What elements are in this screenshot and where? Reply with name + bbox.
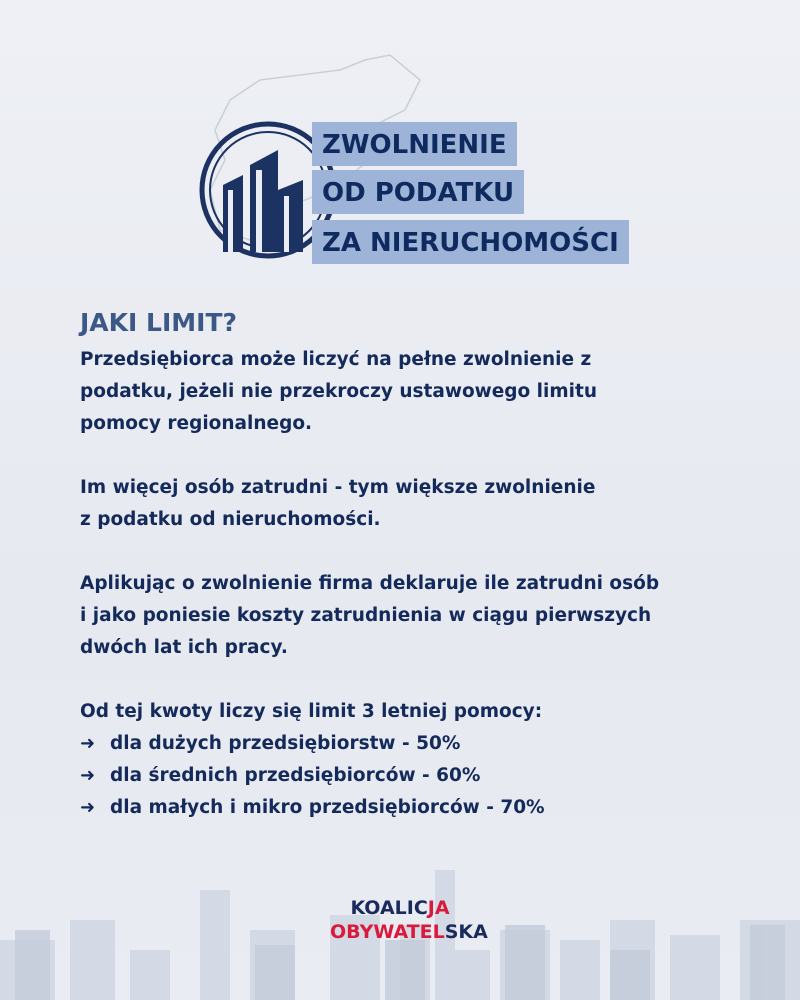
text-line: Aplikując o zwolnienie firma deklaruje ile zatrudni osób — [80, 573, 660, 594]
limit-list — [80, 696, 760, 824]
paragraph-2 — [80, 472, 760, 536]
arrow-right-icon: ➜ — [80, 733, 96, 754]
text-line: Im więcej osób zatrudni - tym większe zwolnienie — [80, 477, 596, 498]
body-text — [80, 344, 760, 824]
text-line: podatku, jeżeli nie przekroczy ustawowego limitu — [80, 381, 597, 402]
text-line: dwóch lat ich pracy. — [80, 637, 288, 658]
list-item — [80, 728, 760, 760]
list-item-text: dla dużych przedsiębiorstw - 50% — [110, 733, 461, 754]
text-line: z podatku od nieruchomości. — [80, 509, 381, 530]
paragraph-3 — [80, 568, 760, 664]
text-line: i jako poniesie koszty zatrudnienia w ciągu pierwszych — [80, 605, 652, 626]
logo-text: KOALIC — [350, 897, 428, 919]
list-item — [80, 792, 760, 824]
title-line-2: OD PODATKU — [312, 170, 524, 214]
list-intro: Od tej kwoty liczy się limit 3 letniej pomocy: — [80, 701, 543, 722]
list-item-text: dla małych i mikro przedsiębiorców - 70% — [110, 797, 545, 818]
arrow-right-icon: ➜ — [80, 797, 96, 818]
logo-text: SKA — [444, 921, 488, 943]
text-line: Przedsiębiorca może liczyć na pełne zwolnienie z — [80, 349, 592, 370]
paragraph-1 — [80, 344, 760, 440]
logo-text: OBYWATEL — [330, 921, 445, 943]
list-item-text: dla średnich przedsiębiorców - 60% — [110, 765, 481, 786]
title-line-3: ZA NIERUCHOMOŚCI — [312, 220, 629, 264]
list-item — [80, 760, 760, 792]
title-line-1: ZWOLNIENIE — [312, 122, 517, 166]
logo-text: JA — [427, 897, 450, 919]
text-line: pomocy regionalnego. — [80, 413, 313, 434]
section-heading: JAKI LIMIT? — [80, 308, 237, 337]
arrow-right-icon: ➜ — [80, 765, 96, 786]
koalicja-obywatelska-logo — [330, 896, 488, 944]
